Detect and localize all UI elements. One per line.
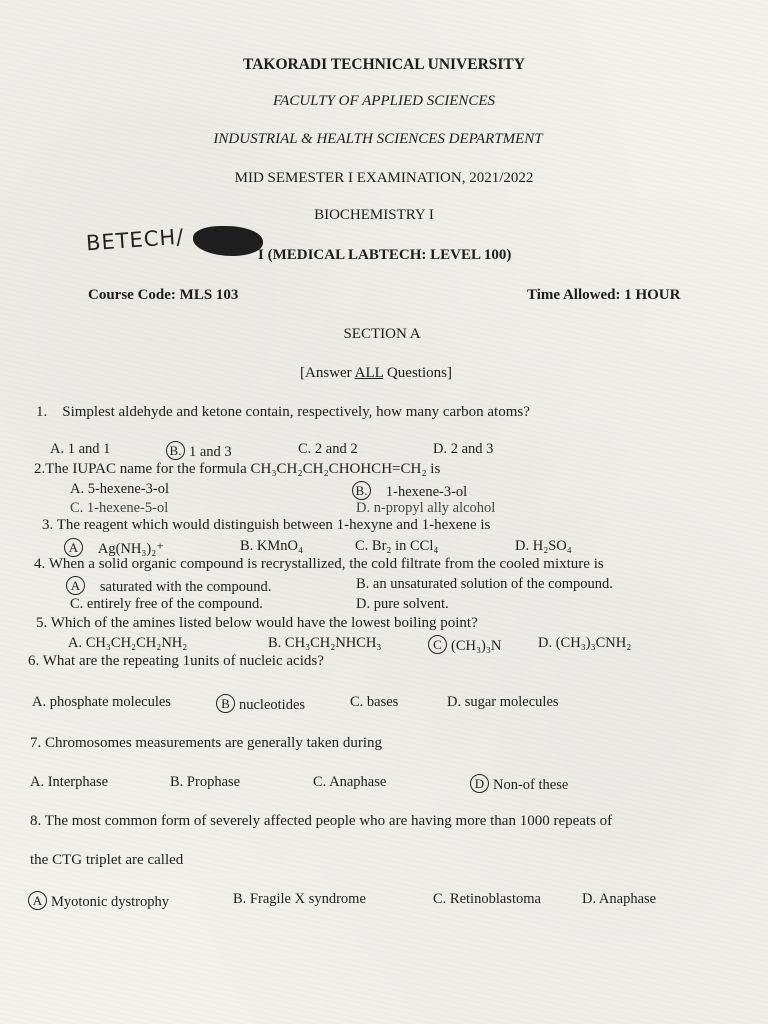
q4-option-c: C. entirely free of the compound. (70, 596, 263, 612)
redaction-scribble (193, 226, 263, 256)
q8-option-d: D. Anaphase (582, 891, 657, 907)
question-4: 4. When a solid organic compound is recrystallized, the cold filtrate from the cooled mixture is (34, 556, 604, 572)
q7-option-c: C. Anaphase (313, 774, 387, 790)
answer-circle: B. (352, 481, 371, 500)
subject-title: BIOCHEMISTRY I (314, 207, 434, 223)
q3-option-c: C. Br₂ in CCl₄ (355, 538, 439, 554)
q4-option-a: A saturated with the compound. (66, 576, 271, 596)
q1-option-d: D. 2 and 3 (433, 441, 494, 457)
q7-option-a: A. Interphase (30, 774, 109, 790)
q7-option-b: B. Prophase (170, 774, 241, 790)
question-8-line-1: 8. The most common form of severely affected people who are having more than 1000 repeats of (30, 813, 613, 829)
faculty-title: FACULTY OF APPLIED SCIENCES (272, 93, 496, 109)
q3-option-b: B. KMnO₄ (240, 538, 304, 554)
programme-title: I (MEDICAL LABTECH: LEVEL 100) (258, 247, 512, 263)
time-allowed: Time Allowed: 1 HOUR (527, 287, 681, 303)
question-2: 2.The IUPAC name for the formula CH₃CH₂CH₂CHOHCH=CH₂ is (34, 461, 441, 477)
q2-option-c: C. 1-hexene-5-ol (70, 500, 169, 516)
question-3: 3. The reagent which would distinguish between 1-hexyne and 1-hexene is (42, 517, 491, 533)
course-code: Course Code: MLS 103 (88, 287, 239, 303)
q2-option-a: A. 5-hexene-3-ol (70, 481, 170, 497)
q8-option-c: C. Retinoblastoma (433, 891, 541, 907)
answer-circle: C (428, 635, 447, 654)
question-7: 7. Chromosomes measurements are generally taken during (30, 735, 382, 751)
q6-option-b: B nucleotides (216, 694, 305, 714)
university-title: TAKORADI TECHNICAL UNIVERSITY (243, 56, 525, 73)
q5-option-d: D. (CH₃)₃CNH₂ (538, 635, 632, 651)
q4-option-d: D. pure solvent. (356, 596, 449, 612)
answer-circle: A (64, 538, 83, 557)
instruction: [Answer ALL Questions] (300, 365, 452, 381)
q6-option-a: A. phosphate molecules (32, 694, 171, 710)
answer-circle: A (66, 576, 85, 595)
q6-option-d: D. sugar molecules (447, 694, 559, 710)
q1-option-a: A. 1 and 1 (50, 441, 111, 457)
q1-option-b: B. 1 and 3 (166, 441, 232, 461)
answer-circle: A (28, 891, 47, 910)
q4-option-b: B. an unsaturated solution of the compound. (356, 576, 613, 592)
answer-circle: B (216, 694, 235, 713)
q5-option-a: A. CH₃CH₂CH₂NH₂ (68, 635, 188, 651)
exam-title: MID SEMESTER I EXAMINATION, 2021/2022 (234, 170, 534, 186)
question-5: 5. Which of the amines listed below would have the lowest boiling point? (36, 615, 478, 631)
q8-option-b: B. Fragile X syndrome (233, 891, 366, 907)
question-1: 1. Simplest aldehyde and ketone contain, respectively, how many carbon atoms? (36, 404, 530, 420)
question-8-line-2: the CTG triplet are called (30, 852, 184, 868)
q2-option-d: D. n-propyl ally alcohol (356, 500, 496, 516)
answer-circle: B. (166, 441, 185, 460)
answer-circle: D (470, 774, 489, 793)
q8-option-a: A Myotonic dystrophy (28, 891, 169, 911)
q5-option-b: B. CH₃CH₂NHCH₃ (268, 635, 382, 651)
q6-option-c: C. bases (350, 694, 399, 710)
section-title: SECTION A (343, 326, 421, 342)
question-6: 6. What are the repeating 1units of nucleic acids? (28, 653, 324, 669)
q2-option-b: B. 1-hexene-3-ol (352, 481, 467, 501)
department-title: INDUSTRIAL & HEALTH SCIENCES DEPARTMENT (213, 131, 543, 147)
q7-option-d: D Non-of these (470, 774, 568, 794)
handwritten-annotation: BETECH/ (85, 224, 186, 256)
q5-option-c: C (CH₃)₃N (428, 635, 501, 655)
q3-option-a: A Ag(NH₃)₂⁺ (64, 538, 164, 558)
q3-option-d: D. H₂SO₄ (515, 538, 572, 554)
q1-option-c: C. 2 and 2 (298, 441, 358, 457)
